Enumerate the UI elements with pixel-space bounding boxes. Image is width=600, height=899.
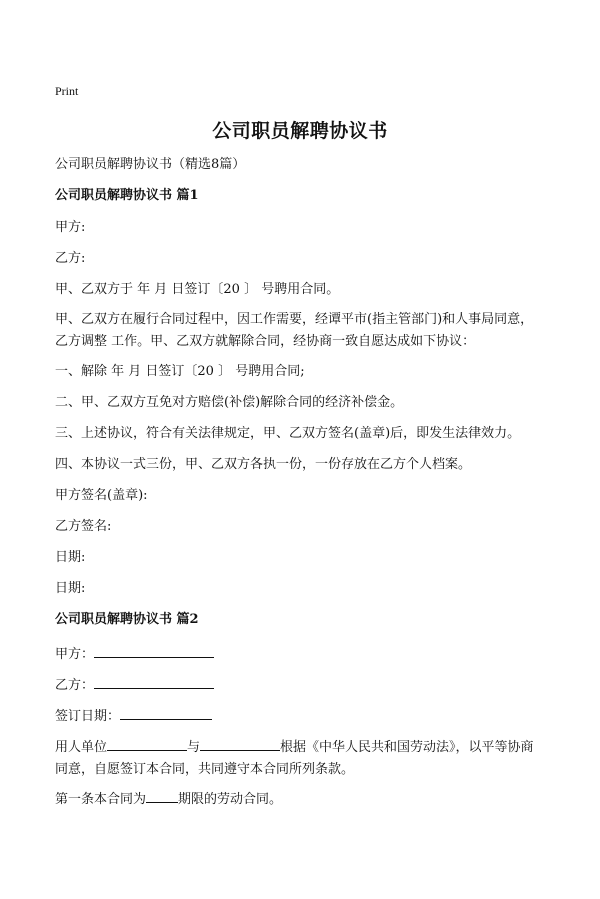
p1-rest-text: 根据《中华人民共和国劳动法》，以平等协商同意，自愿签订本合同，共同遵守本合同所列条款。 <box>55 740 534 777</box>
employer-blank-line <box>107 736 187 751</box>
section2-heading: 公司职员解聘协议书 篇2 <box>55 612 199 627</box>
print-label: Print <box>55 84 79 98</box>
employee-blank-line <box>200 736 280 751</box>
section1-heading: 公司职员解聘协议书 篇1 <box>55 188 199 203</box>
term-blank-line <box>146 788 178 803</box>
section1-sign-b: 乙方签名: <box>55 519 112 534</box>
section1-item-1: 一、解除 年 月 日签订〔20 〕 号聘用合同; <box>55 364 305 379</box>
section2-article-1 <box>55 788 282 809</box>
section1-sign-a: 甲方签名(盖章): <box>55 488 148 503</box>
section1-item-3: 三、上述协议，符合有关法律规定，甲、乙双方签名(盖章)后，即发生法律效力。 <box>55 426 521 441</box>
article1-suffix: 期限的劳动合同。 <box>178 792 283 807</box>
section1-party-a: 甲方: <box>55 220 86 235</box>
section1-item-4: 四、本协议一式三份，甲、乙双方各执一份，一份存放在乙方个人档案。 <box>55 457 472 472</box>
section1-date-1: 日期: <box>55 550 86 565</box>
section2-sign-date-row <box>55 705 212 726</box>
party-b-blank-line <box>94 674 214 689</box>
sign-date-blank-line <box>120 705 212 720</box>
section1-party-b: 乙方: <box>55 251 86 266</box>
section2-sign-date-label: 签订日期： <box>55 709 121 724</box>
section1-paragraph-1: 甲、乙双方于 年 月 日签订〔20 〕 号聘用合同。 <box>55 282 340 297</box>
section2-paragraph-1 <box>55 736 545 781</box>
section1-item-2: 二、甲、乙双方互免对方赔偿(补偿)解除合同的经济补偿金。 <box>55 395 404 410</box>
section1-paragraph-2: 甲、乙双方在履行合同过程中，因工作需要，经谭平市(指主管部门)和人事局同意，乙方调整 工作。甲、乙双方就解除合同，经协商一致自愿达成如下协议： <box>55 312 534 349</box>
document-title: 公司职员解聘协议书 <box>212 120 388 142</box>
party-a-blank-line <box>94 643 214 658</box>
section2-party-a-row <box>55 643 214 664</box>
p1-employer-label: 用人单位 <box>55 740 108 755</box>
article1-prefix: 第一条本合同为 <box>55 792 147 807</box>
section1-date-2: 日期: <box>55 581 86 596</box>
p1-with-label: 与 <box>187 740 201 755</box>
section2-party-b-row <box>55 674 214 695</box>
document-subtitle: 公司职员解聘协议书（精选8篇） <box>55 157 246 172</box>
section2-party-a-label: 甲方： <box>55 647 95 662</box>
section2-party-b-label: 乙方： <box>55 678 95 693</box>
